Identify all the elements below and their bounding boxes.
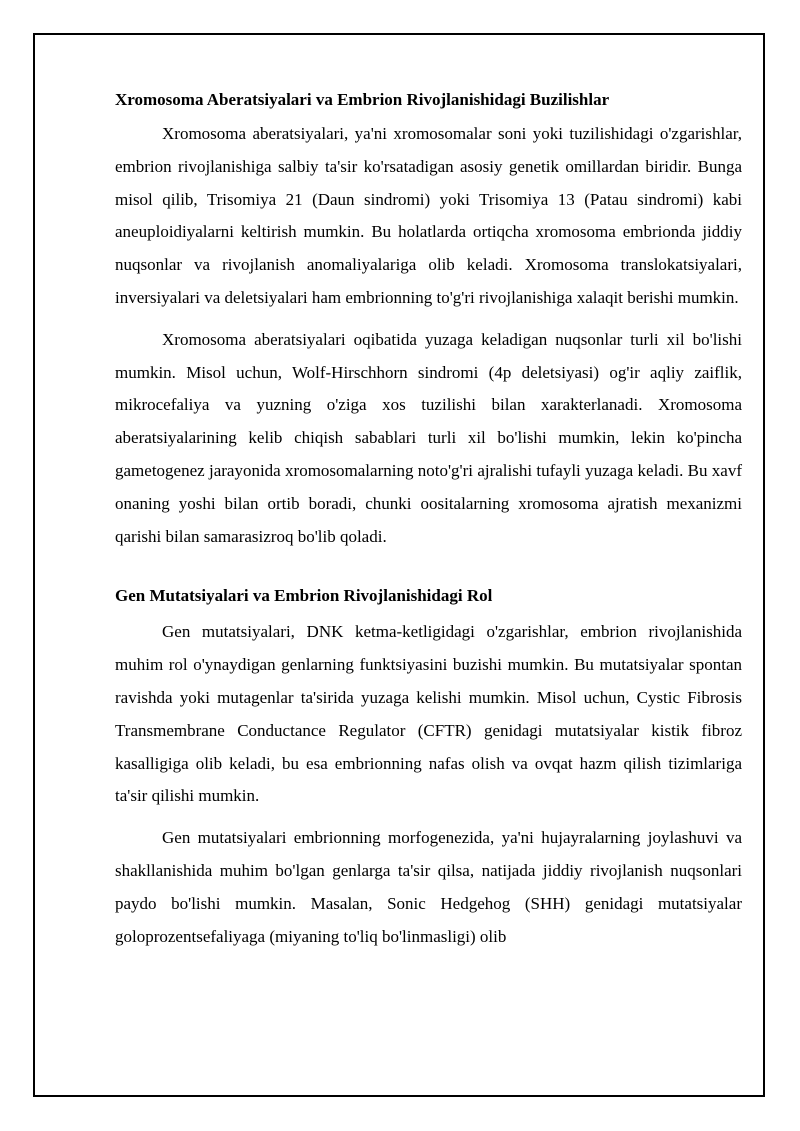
- paragraph: Xromosoma aberatsiyalari oqibatida yuzaga keladigan nuqsonlar turli xil bo'lishi mumkin. Misol uchun, Wolf-Hirschhorn sindromi (4p deletsiyasi) og'ir aqliy zaiflik, mikrocefaliya va yuzning o'ziga xos tuzilishi bilan xarakterlanadi. Xromosoma aberatsiyalarining kelib chiqish sabablari turli xil bo'lishi mumkin, lekin ko'pincha gametogenez jarayonida xromosomalarning noto'g'ri ajralishi tufayli yuzaga keladi. Bu xavf onaning yoshi bilan ortib boradi, chunki oositalarning xromosoma ajratish mexanizmi qarishi bilan samarasizroq bo'lib qoladi.: [115, 329, 742, 546]
- section-heading-chromosome-aberrations: Xromosoma Aberatsiyalari va Embrion Rivojlanishidagi Buzilishlar: [115, 90, 610, 109]
- document-body: [115, 84, 742, 962]
- section-spacer: [115, 562, 742, 580]
- paragraph: Xromosoma aberatsiyalari, ya'ni xromosomalar soni yoki tuzilishidagi o'zgarishlar, embrion rivojlanishiga salbiy ta'sir ko'rsatadigan asosiy genetik omillardan biridir. Bunga misol qilib, Trisomiya 21 (Daun sindromi) yoki Trisomiya 13 (Patau sindromi) kabi aneuploidiyalarni keltirish mumkin. Bu holatlarda ortiqcha xromosoma embrionda jiddiy nuqsonlar va rivojlanish anomaliyalariga olib keladi. Xromosoma translokatsiyalari, inversiyalari va deletsiyalari ham embrionning to'g'ri rivojlanishiga xalaqit berishi mumkin.: [115, 124, 742, 307]
- paragraph: Gen mutatsiyalari embrionning morfogenezida, ya'ni hujayralarning joylashuvi va shakllanishida muhim bo'lgan genlarga ta'sir qilsa, natijada jiddiy rivojlanish nuqsonlari paydo bo'lishi mumkin. Masalan, Sonic Hedgehog (SHH) genidagi mutatsiyalar goloprozentsefaliyaga (miyaning to'liq bo'linmasligi) olib: [115, 828, 742, 946]
- section-heading-gene-mutations: Gen Mutatsiyalari va Embrion Rivojlanishidagi Rol: [115, 586, 493, 606]
- paragraph: Gen mutatsiyalari, DNK ketma-ketligidagi o'zgarishlar, embrion rivojlanishida muhim rol o'ynaydigan genlarning funktsiyasini buzishi mumkin. Bu mutatsiyalar spontan ravishda yoki mutagenlar ta'sirida yuzaga kelishi mumkin. Misol uchun, Cystic Fibrosis Transmembrane Conductance Regulator (CFTR) genidagi mutatsiyalar kistik fibroz kasalligiga olib keladi, bu esa embrionning nafas olish va ovqat hazm qilish tizimlariga ta'sir qilishi mumkin.: [115, 622, 742, 806]
